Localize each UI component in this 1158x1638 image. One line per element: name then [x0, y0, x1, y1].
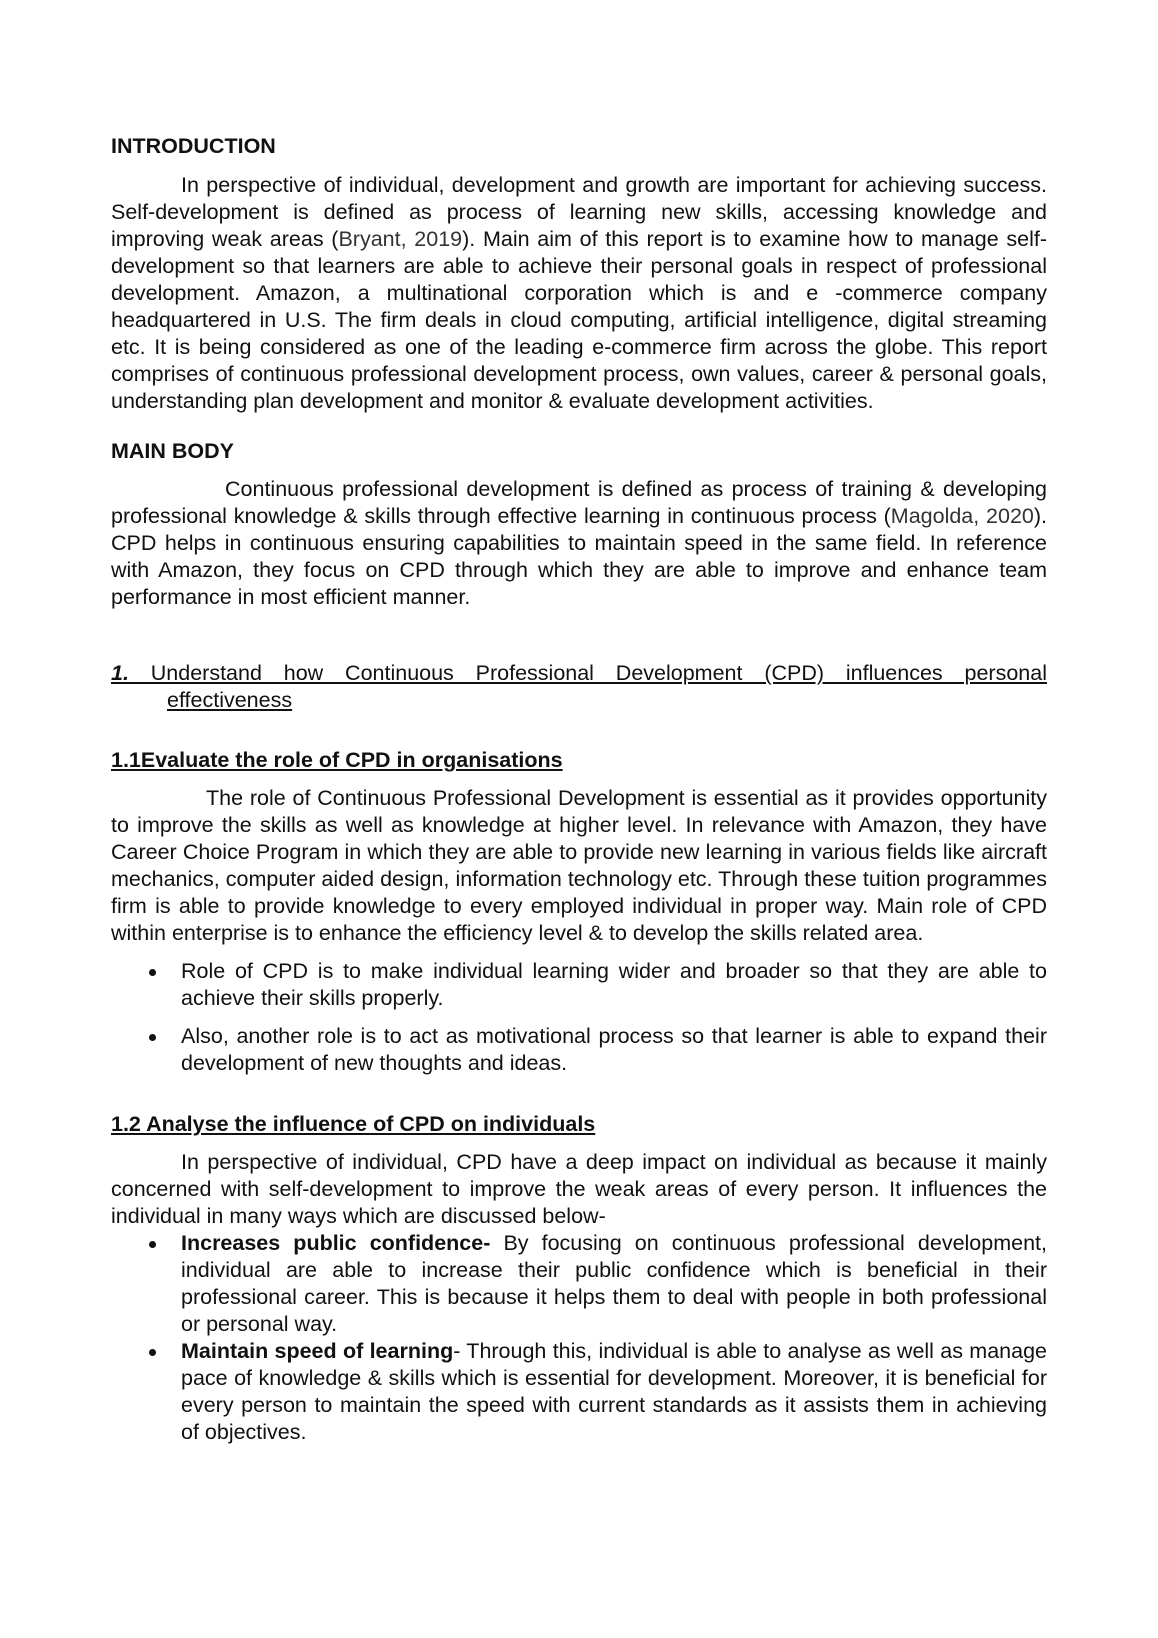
main-body-text-2: ). CPD helps in continuous ensuring capabilities to maintain speed in the same field. In reference with Amazon, they focus on CPD through which they are able to improve and enhance team performance in most efficient manner.: [111, 504, 1047, 609]
bullet-text: Also, another role is to act as motivational process so that learner is able to expand their development of new thoughts and ideas.: [181, 1024, 1047, 1075]
intro-text-2: ). Main aim of this report is to examine how to manage self-development so that learners are able to achieve their personal goals in respect of professional development. Amazon, a multinational corporation which is and e -commerce company headquartered in U.S. The firm deals in cloud computing, artificial intelligence, digital streaming etc. It is being considered as one of the leading e-commerce firm across the globe. This report comprises of continuous professional development process, own values, career & personal goals, understanding plan development and monitor & evaluate development activities.: [111, 227, 1047, 413]
introduction-paragraph: [111, 172, 1047, 415]
list-item: [111, 1230, 1047, 1338]
main-body-citation: Magolda, 2020: [890, 504, 1034, 528]
list-item: [111, 1023, 1047, 1077]
list-item: [111, 1338, 1047, 1446]
bullet-term: Maintain speed of learning: [181, 1339, 454, 1363]
section-1-title: Understand how Continuous Professional Development (CPD) influences personal effectiveness: [128, 661, 1047, 712]
intro-citation: Bryant, 2019: [338, 227, 463, 251]
bullet-dot-icon: [149, 969, 156, 976]
introduction-heading: INTRODUCTION: [111, 134, 276, 158]
main-body-text-1: Continuous professional development is defined as process of training & developing professional knowledge & skills through effective learning in continuous process (: [111, 477, 1047, 528]
section-1-1-heading: 1.1Evaluate the role of CPD in organisations: [111, 748, 563, 772]
section-1-2-bullet-list: [111, 1230, 1047, 1446]
main-body-heading: MAIN BODY: [111, 439, 235, 463]
bullet-term: Increases public confidence-: [181, 1231, 491, 1255]
section-1-1-bullet-list: [111, 958, 1047, 1077]
intro-text-1: In perspective of individual, development and growth are important for achieving success. Self-development is defined as process of learning new skills, accessing knowledge and improving weak areas (: [111, 173, 1047, 251]
bullet-dot-icon: [149, 1349, 156, 1356]
bullet-text: By focusing on continuous professional development, individual are able to increase their public confidence which is beneficial in their professional career. This is because it helps them to deal with people in both professional or personal way.: [181, 1231, 1047, 1336]
section-1-2-paragraph: In perspective of individual, CPD have a deep impact on individual as because it mainly concerned with self-development to improve the weak areas of every person. It influences the individual in many ways which are discussed below-: [111, 1150, 1047, 1228]
bullet-text: Role of CPD is to make individual learning wider and broader so that they are able to achieve their skills properly.: [181, 959, 1047, 1010]
section-1-heading: [111, 660, 1047, 714]
bullet-dot-icon: [149, 1034, 156, 1041]
section-1-1-paragraph: The role of Continuous Professional Development is essential as it provides opportunity to improve the skills as well as knowledge at higher level. In relevance with Amazon, they have Career Choice Program in which they are able to provide new learning in various fields like aircraft mechanics, computer aided design, information technology etc. Through these tuition programmes firm is able to provide knowledge to every employed individual in proper way. Main role of CPD within enterprise is to enhance the efficiency level & to develop the skills related area.: [111, 786, 1047, 945]
bullet-dot-icon: [149, 1241, 156, 1248]
main-body-paragraph: [111, 476, 1047, 611]
section-1-number: 1.: [111, 661, 129, 685]
bullet-text: - Through this, individual is able to analyse as well as manage pace of knowledge & skills which is essential for development. Moreover, it is beneficial for every person to maintain the speed with current standards as it assists them in achieving of objectives.: [181, 1339, 1047, 1444]
list-item: [111, 958, 1047, 1012]
section-1-2-heading: 1.2 Analyse the influence of CPD on individuals: [111, 1112, 596, 1136]
